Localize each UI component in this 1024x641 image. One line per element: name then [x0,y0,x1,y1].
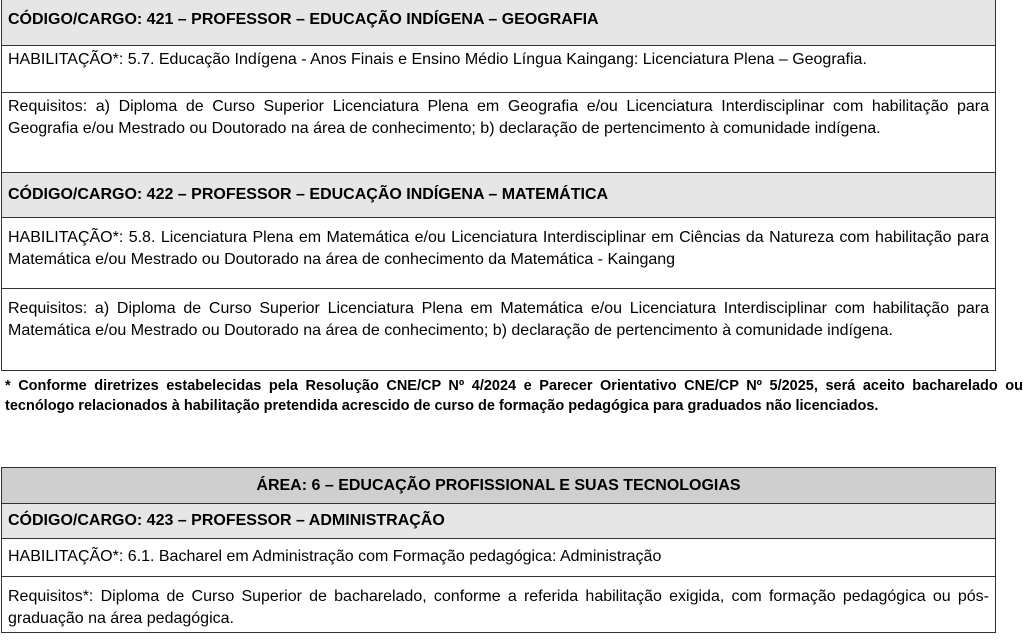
cargos-table-area-5 [1,0,996,371]
cargo-423-requisitos: Requisitos*: Diploma de Curso Superior de bacharelado, conforme a referida habilitação exigida, com formação pedagógica ou pós-graduação na área pedagógica. [2,577,996,633]
cargo-421-habilitacao: HABILITAÇÃO*: 5.7. Educação Indígena - Anos Finais e Ensino Médio Língua Kaingang: Licenciatura Plena – Geografia. [2,46,996,93]
cargo-422-habilitacao: HABILITAÇÃO*: 5.8. Licenciatura Plena em Matemática e/ou Licenciatura Interdisciplinar em Ciências da Natureza com habilitação para Matemática e/ou Mestrado ou Doutorado na área de conhecimento da Matemática - Kaingang [2,218,996,289]
cargo-423-header: CÓDIGO/CARGO: 423 – PROFESSOR – ADMINISTRAÇÃO [2,504,996,539]
cargo-421-requisitos: Requisitos: a) Diploma de Curso Superior Licenciatura Plena em Geografia e/ou Licenciatura Interdisciplinar com habilitação para Geografia e/ou Mestrado ou Doutorado na área de conhecimento; b) declaração de pertencimento à comunidade indígena. [2,93,996,173]
cargo-421-header: CÓDIGO/CARGO: 421 – PROFESSOR – EDUCAÇÃO INDÍGENA – GEOGRAFIA [2,0,996,46]
area-6-title: ÁREA: 6 – EDUCAÇÃO PROFISSIONAL E SUAS TECNOLOGIAS [2,468,996,504]
cargo-423-habilitacao: HABILITAÇÃO*: 6.1. Bacharel em Administração com Formação pedagógica: Administração [2,539,996,577]
cargo-422-requisitos: Requisitos: a) Diploma de Curso Superior Licenciatura Plena em Matemática e/ou Licenciatura Interdisciplinar com habilitação para Matemática e/ou Mestrado ou Doutorado na área de conhecimento; b) declaração de pertencimento à comunidade indígena. [2,289,996,371]
cargo-422-header: CÓDIGO/CARGO: 422 – PROFESSOR – EDUCAÇÃO INDÍGENA – MATEMÁTICA [2,173,996,218]
cargos-table-area-6 [1,467,996,633]
footnote: * Conforme diretrizes estabelecidas pela Resolução CNE/CP Nº 4/2024 e Parecer Orientativo CNE/CP Nº 5/2025, será aceito bacharelado ou tecnólogo relacionados à habilitação pretendida acrescido de curso de formação pedagógica para graduados não licenciados. [5,378,1023,414]
